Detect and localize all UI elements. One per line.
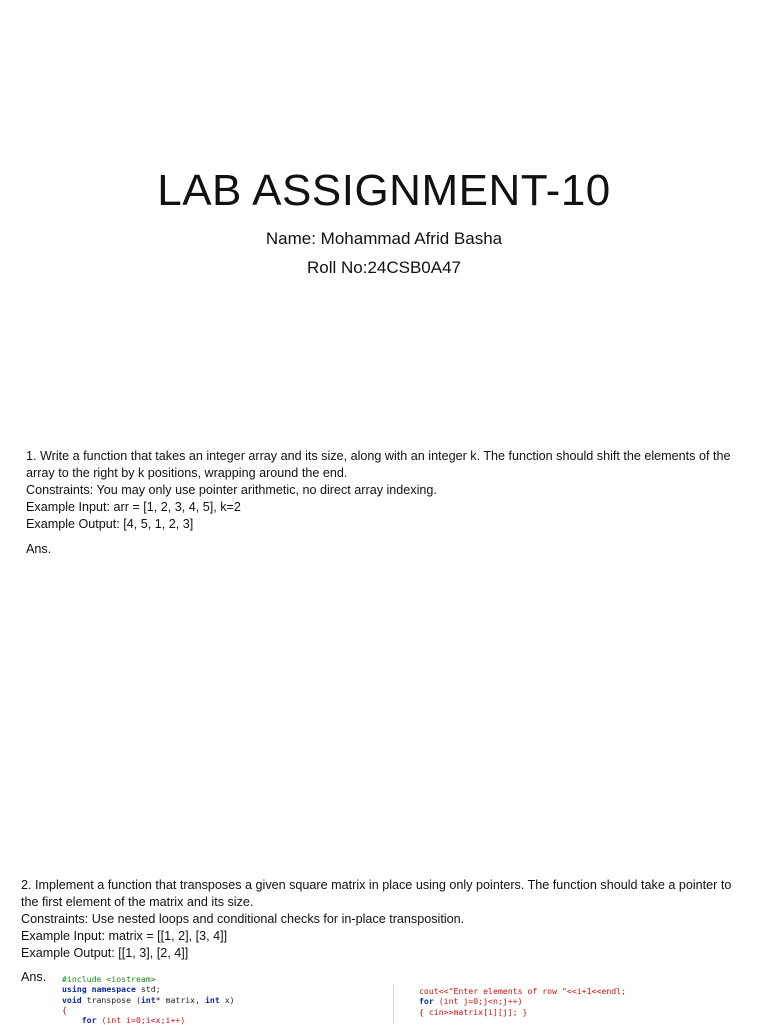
code-line: cout<<"Enter elements of row "<<i+1<<endl;	[419, 986, 627, 996]
question-1-constraints: Constraints: You may only use pointer arithmetic, no direct array indexing.	[26, 483, 437, 497]
code-line: void transpose (int* matrix, int x)	[62, 994, 235, 1005]
code-line: { cin>>matrix[i][j]; }	[419, 1006, 528, 1017]
roll-number: Roll No:24CSB0A47	[306, 258, 462, 277]
question-2-example-input: Example Input: matrix = [[1, 2], [3, 4]]	[21, 929, 228, 943]
answer-1-label: Ans.	[26, 542, 52, 556]
slide-title: LAB ASSIGNMENT-10	[157, 166, 611, 215]
code-line: using namespace std;	[62, 984, 161, 995]
code-line: for (int j=0;j<n;j++)	[419, 996, 523, 1007]
code-screenshot-left	[62, 974, 235, 1025]
code-screenshot-right	[419, 986, 626, 1017]
question-2-example-output: Example Output: [[1, 3], [2, 4]]	[21, 946, 189, 960]
code-line: {	[62, 1004, 67, 1015]
question-2	[21, 877, 741, 962]
question-1-example-input: Example Input: arr = [1, 2, 3, 4, 5], k=2	[26, 500, 241, 514]
question-1-text: 1. Write a function that takes an integer array and its size, along with an integer k. The function should shift the elements of the array to the right by k positions, wrapping around the end.	[26, 449, 731, 480]
question-2-text: 2. Implement a function that transposes a given square matrix in place using only pointers. The function should take a pointer to the first element of the matrix and its size.	[21, 878, 732, 909]
code-divider	[393, 984, 394, 1024]
question-2-constraints: Constraints: Use nested loops and conditional checks for in-place transposition.	[21, 912, 465, 926]
question-1	[26, 448, 742, 533]
student-name: Name: Mohammad Afrid Basha	[265, 229, 503, 248]
answer-2-label: Ans.	[21, 970, 47, 984]
question-1-example-output: Example Output: [4, 5, 1, 2, 3]	[26, 517, 194, 531]
code-line: #include <iostream>	[62, 974, 156, 984]
code-line: for (int i=0;i<x;i++)	[81, 1015, 186, 1025]
